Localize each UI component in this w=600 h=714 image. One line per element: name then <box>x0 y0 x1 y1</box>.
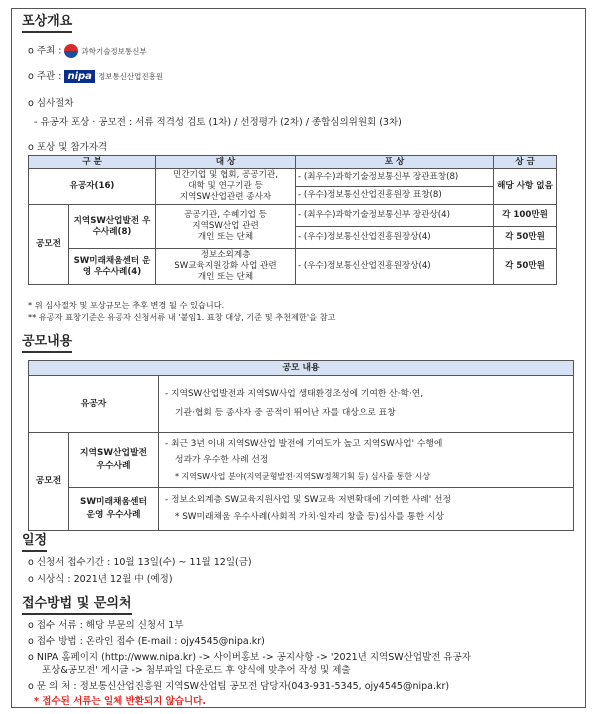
contest-row1-category: 유공자 <box>29 376 159 433</box>
row3-award1: - (우수)정보통신산업진흥원장상(4) <box>296 249 494 285</box>
row2-target-line1: 공공기관, 수혜기업 등 <box>184 210 267 220</box>
section-title-contest: 공모내용 <box>22 334 72 353</box>
contest-group: 공모전 <box>29 433 69 531</box>
row1-target-line3: 지역SW산업관련 종사자 <box>179 192 272 202</box>
row1-award1: - (최우수)과학기술정보통신부 장관표창(8) <box>296 169 494 187</box>
contest-row2-cat-line2: 우수사례 <box>96 461 131 471</box>
row3-target-line1: 정보소외계층 <box>200 250 251 260</box>
header-award: 포 상 <box>296 156 494 169</box>
contest-row1-line1: - 지역SW산업발전과 지역SW사업 생태환경조성에 기여한 산·학·연, <box>165 389 424 399</box>
row3-category: SW미래채움센터 운영 우수사례(4) <box>69 249 156 285</box>
section-title-contact: 접수방법 및 문의처 <box>22 596 132 615</box>
header-prize: 상 금 <box>494 156 557 169</box>
organizer-line <box>28 70 163 83</box>
contest-row2-line2: 성과가 우수한 사례 선정 <box>175 454 269 465</box>
process-title: o 심사절차 <box>28 98 74 109</box>
contest-row3-line2: * SW미래채움 우수사례(사회적 가치·일자리 창출 등)심사를 통한 시상 <box>175 512 444 522</box>
row2-prize1: 각 100만원 <box>494 205 557 227</box>
process-text: - 유공자 포상 · 공모전 : 서류 적격성 검토 (1차) / 선정평가 (2차) / 종합심의위원회 (3차) <box>34 117 402 128</box>
note-2: ** 유공자 표창기준은 유공자 신청서류 내 '붙임1. 표창 대상, 기준 및 추천제한'을 참고 <box>28 312 336 322</box>
contest-row1-desc <box>159 376 574 433</box>
contest-row3-line1: - 정보소외계층 SW교육지원사업 및 SW교육 저변확대에 기여한 사례' 선정 <box>165 495 451 505</box>
row1-target-line2: 대학 및 연구기관 등 <box>188 181 263 191</box>
host-label: o 주최 : <box>28 45 62 57</box>
row3-target-line2: SW교육지원강화 사업 관련 <box>174 261 277 271</box>
section-title-schedule: 일정 <box>22 533 47 552</box>
row1-award2: - (우수)정보통신산업진흥원장 표창(8) <box>296 187 494 205</box>
row1-prize: 해당 사항 없음 <box>494 169 557 205</box>
note-1: * 위 심사절차 및 포상규모는 추후 변경 될 수 있습니다. <box>28 300 225 310</box>
row2-target-line3: 개인 또는 단체 <box>197 232 254 242</box>
header-category: 구 분 <box>29 156 156 169</box>
contest-row1-line2: 기관·협회 등 종사자 중 공적이 뛰어난 자를 대상으로 표창 <box>175 408 396 418</box>
contest-row2-cat-line1: 지역SW산업발전 <box>79 448 148 458</box>
host-line <box>28 44 147 58</box>
contest-row3-category <box>69 488 159 531</box>
contest-row2-category <box>69 433 159 488</box>
contest-header: 공모 내용 <box>29 361 574 376</box>
contest-row2-line3: * 지역SW사업 분야(지역균형발전·지역SW정책기획 등) 심사를 통한 시상 <box>175 471 430 481</box>
organizer-label: o 주관 : <box>28 71 62 82</box>
return-warning: * 접수된 서류는 일체 반환되지 않습니다. <box>34 696 206 707</box>
section-title-overview: 포상개요 <box>22 14 72 33</box>
row2-target-line2: 지역SW산업 관련 <box>192 221 259 231</box>
taegeuk-icon <box>64 44 78 58</box>
contest-row2-line1: - 최근 3년 이내 지역SW산업 발전에 기여도가 높고 지역SW사업' 수행에 <box>165 438 443 449</box>
msit-logo <box>64 44 146 58</box>
row3-target <box>156 249 296 285</box>
contest-table <box>28 360 574 531</box>
row2-award1: - (최우수)과학기술정보통신부 장관상(4) <box>296 205 494 227</box>
contest-row3-cat-line1: SW미래채움센터 <box>79 497 148 507</box>
contact-line3: o NIPA 홈페이지 (http://www.nipa.kr) -> 사이버홍보 -> 공지사항 -> '2021년 지역SW산업발전 유공자 <box>28 652 471 663</box>
contact-line5: o 문 의 처 : 정보통신산업진흥원 지역SW산업팀 공모전 담당자(043-931-5345, ojy4545@nipa.kr) <box>28 681 450 692</box>
row1-target-line1: 민간기업 및 협회, 공공기관, <box>173 170 278 180</box>
contest-row3-desc <box>159 488 574 531</box>
organizer-name: 정보통신산업진흥원 <box>97 72 164 81</box>
row2-category: 지역SW산업발전 우수사례(8) <box>69 205 156 249</box>
schedule-line2: o 시상식 : 2021년 12월 中 (예정) <box>28 574 173 585</box>
header-target: 대 상 <box>156 156 296 169</box>
contest-row2-desc <box>159 433 574 488</box>
contact-line4: 포상&공모전' 게시글 -> 첨부파일 다운로드 후 양식에 맞추어 작성 및 제출 <box>42 665 351 676</box>
row3-target-line3: 개인 또는 단체 <box>197 272 254 282</box>
contact-line1: o 접수 서류 : 해당 부문의 신청서 1부 <box>28 620 184 631</box>
nipa-logo: nipa <box>64 70 94 83</box>
contest-row3-cat-line2: 운영 우수사례 <box>86 510 141 520</box>
row1-target <box>156 169 296 205</box>
schedule-line1: o 신청서 접수기간 : 10월 13일(수) ~ 11월 12일(금) <box>28 557 252 568</box>
contact-line2: o 접수 방법 : 온라인 접수 (E-mail : ojy4545@nipa.kr) <box>28 636 265 647</box>
row3-prize1: 각 50만원 <box>494 249 557 285</box>
row2-target <box>156 205 296 249</box>
row2-award2: - (우수)정보통신산업진흥원장상(4) <box>296 227 494 249</box>
group-contest: 공모전 <box>29 205 69 285</box>
row2-prize2: 각 50만원 <box>494 227 557 249</box>
row1-category: 유공자(16) <box>29 169 156 205</box>
award-title: o 포상 및 참가자격 <box>28 142 108 153</box>
host-org: 과학기술정보통신부 <box>81 46 147 56</box>
award-table <box>28 155 557 285</box>
